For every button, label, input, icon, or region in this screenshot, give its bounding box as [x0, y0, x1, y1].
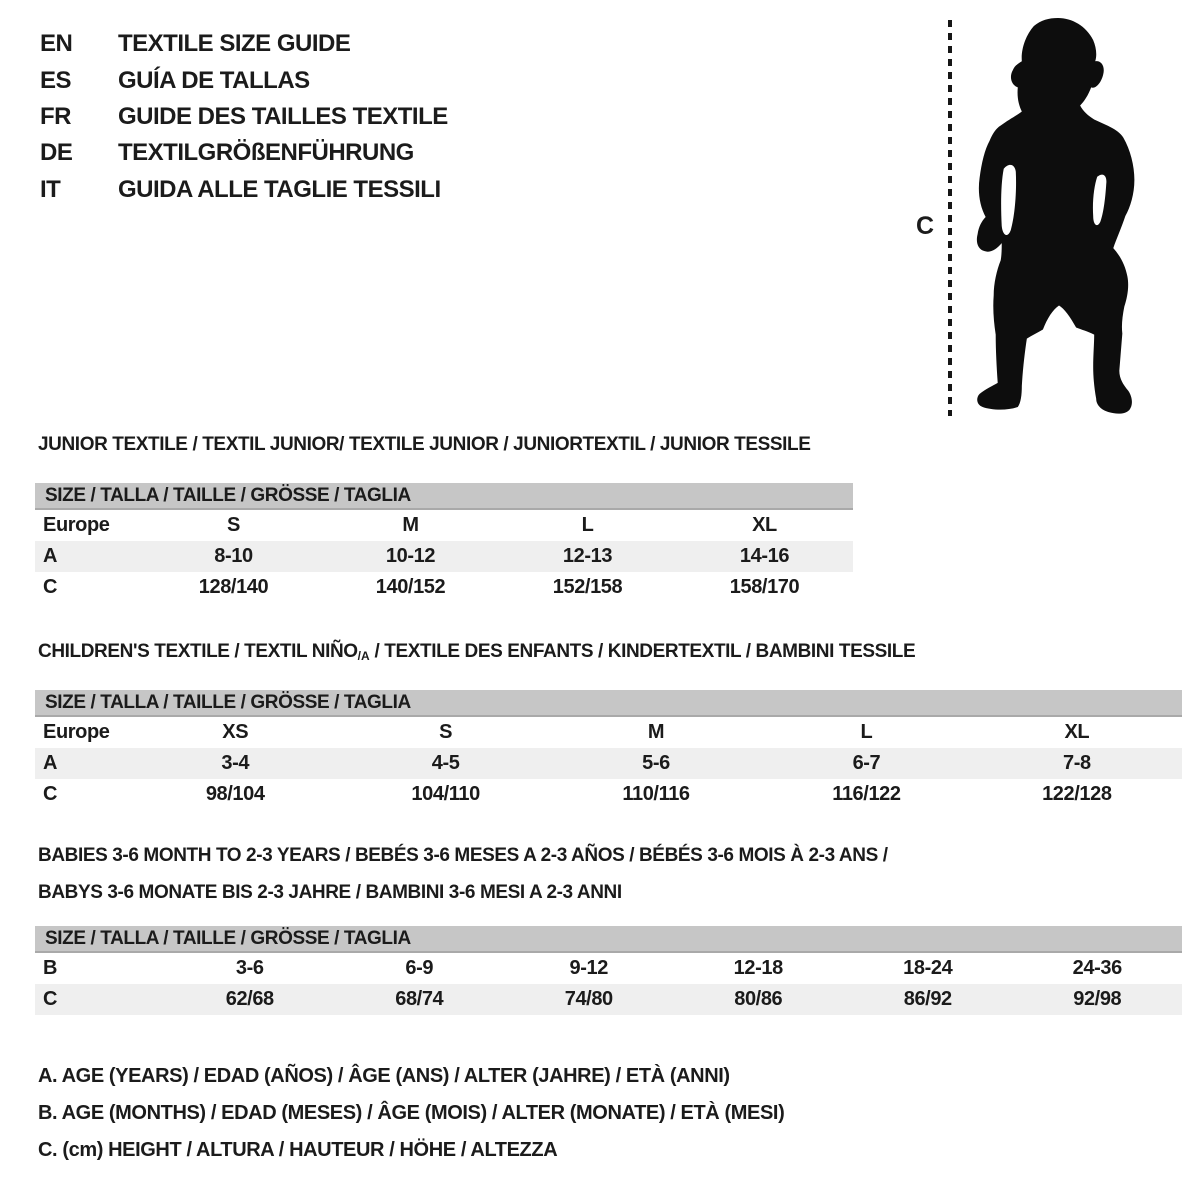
size-header-text: SIZE / TALLA / TAILLE / GRÖSSE / TAGLIA: [45, 484, 411, 506]
size-cell: XL: [752, 514, 777, 536]
height-cell: 62/68: [225, 988, 274, 1010]
size-cell: XS: [222, 721, 249, 743]
age-cell: 6-7: [852, 752, 881, 774]
age-cell: 4-5: [431, 752, 460, 774]
language-row: [40, 135, 448, 171]
age-cell: 3-4: [221, 752, 250, 774]
language-code: DE: [40, 139, 73, 167]
children-section-heading: [38, 641, 915, 663]
language-row: [40, 62, 448, 98]
babies-size-table: [35, 926, 1182, 1015]
age-cell: 18-24: [903, 957, 953, 979]
age-cell: 3-6: [235, 957, 264, 979]
height-cell: 110/116: [622, 783, 690, 805]
table-row-age-months: [35, 953, 1182, 984]
height-cell: 158/170: [729, 576, 800, 598]
table-row-age-years: [35, 541, 853, 572]
legend-line-b: B. AGE (MONTHS) / EDAD (MESES) / ÂGE (MOIS) / ALTER (MONATE) / ETÀ (MESI): [38, 1102, 785, 1124]
size-cell: M: [647, 721, 665, 743]
height-cell: 98/104: [205, 783, 265, 805]
size-cell: L: [860, 721, 873, 743]
junior-size-table: [35, 483, 853, 603]
height-cell: 86/92: [903, 988, 952, 1010]
height-dashed-line: [948, 20, 952, 416]
age-cell: 12-13: [562, 545, 613, 567]
row-label: C: [43, 988, 58, 1010]
age-cell: 12-18: [733, 957, 783, 979]
size-cell: S: [439, 721, 453, 743]
size-cell: L: [581, 514, 594, 536]
junior-section-heading: JUNIOR TEXTILE / TEXTIL JUNIOR/ TEXTILE JUNIOR / JUNIORTEXTIL / JUNIOR TESSILE: [38, 434, 811, 455]
children-size-table: [35, 690, 1182, 810]
language-code: ES: [40, 66, 72, 94]
language-row: [40, 99, 448, 135]
row-label: Europe: [43, 514, 110, 536]
legend-line-a: A. AGE (YEARS) / EDAD (AÑOS) / ÂGE (ANS) / ALTER (JAHRE) / ETÀ (ANNI): [38, 1065, 730, 1087]
height-measure-label: C: [916, 212, 935, 240]
age-cell: 10-12: [385, 545, 436, 567]
age-cell: 24-36: [1072, 957, 1122, 979]
language-title: GUIDE DES TAILLES TEXTILE: [118, 102, 448, 130]
size-cell: S: [227, 514, 240, 536]
row-label: A: [43, 545, 58, 567]
row-label: B: [43, 957, 58, 979]
age-cell: 5-6: [642, 752, 670, 774]
table-row-europe: [35, 717, 1182, 748]
height-cell: 74/80: [564, 988, 613, 1010]
children-heading-sub: /A: [357, 649, 370, 663]
age-cell: 9-12: [569, 957, 608, 979]
height-cell: 116/122: [832, 783, 901, 805]
children-heading-pre: CHILDREN'S TEXTILE / TEXTIL NIÑO: [38, 641, 358, 662]
size-header-bar: [35, 690, 1182, 717]
language-row: [40, 26, 448, 62]
toddler-silhouette-icon: [975, 16, 1137, 418]
language-title: GUÍA DE TALLAS: [118, 66, 310, 94]
language-row: [40, 172, 448, 208]
height-cell: 140/152: [375, 576, 446, 598]
height-cell: 128/140: [198, 576, 269, 598]
row-label: C: [43, 576, 58, 598]
size-header-text: SIZE / TALLA / TAILLE / GRÖSSE / TAGLIA: [45, 691, 411, 713]
babies-section-heading-line2: BABYS 3-6 MONATE BIS 2-3 JAHRE / BAMBINI 3-6 MESI A 2-3 ANNI: [38, 882, 622, 903]
height-cell: 68/74: [395, 988, 444, 1010]
language-code: EN: [40, 30, 73, 58]
height-cell: 80/86: [734, 988, 783, 1010]
age-cell: 14-16: [739, 545, 790, 567]
height-cell: 122/128: [1042, 783, 1112, 805]
table-row-height-cm: [35, 572, 853, 603]
children-heading-post: / TEXTILE DES ENFANTS / KINDERTEXTIL / BAMBINI TESSILE: [369, 641, 916, 662]
size-header-text: SIZE / TALLA / TAILLE / GRÖSSE / TAGLIA: [45, 927, 411, 949]
language-code: FR: [40, 102, 71, 130]
language-code: IT: [40, 175, 61, 203]
table-row-height-cm: [35, 779, 1182, 810]
language-title: TEXTILGRÖßENFÜHRUNG: [118, 139, 414, 167]
age-cell: 6-9: [405, 957, 434, 979]
size-header-bar: [35, 926, 1182, 953]
table-row-age-years: [35, 748, 1182, 779]
legend-line-c: C. (cm) HEIGHT / ALTURA / HAUTEUR / HÖHE / ALTEZZA: [38, 1139, 558, 1161]
table-row-europe: [35, 510, 853, 541]
size-cell: XL: [1064, 721, 1090, 743]
measure-legend: [38, 1058, 784, 1169]
row-label: Europe: [43, 721, 110, 743]
age-cell: 7-8: [1062, 752, 1091, 774]
age-cell: 8-10: [214, 545, 253, 567]
size-cell: M: [402, 514, 419, 536]
height-cell: 92/98: [1073, 988, 1122, 1010]
row-label: A: [43, 752, 58, 774]
row-label: C: [43, 783, 58, 805]
language-title: TEXTILE SIZE GUIDE: [118, 30, 351, 58]
table-row-height-cm: [35, 984, 1182, 1015]
language-title-list: [40, 26, 448, 208]
language-title: GUIDA ALLE TAGLIE TESSILI: [118, 175, 441, 203]
height-cell: 104/110: [411, 783, 480, 805]
size-header-bar: [35, 483, 853, 510]
babies-section-heading-line1: BABIES 3-6 MONTH TO 2-3 YEARS / BEBÉS 3-6 MESES A 2-3 AÑOS / BÉBÉS 3-6 MOIS À 2-3 ANS /: [38, 845, 888, 866]
height-cell: 152/158: [552, 576, 623, 598]
